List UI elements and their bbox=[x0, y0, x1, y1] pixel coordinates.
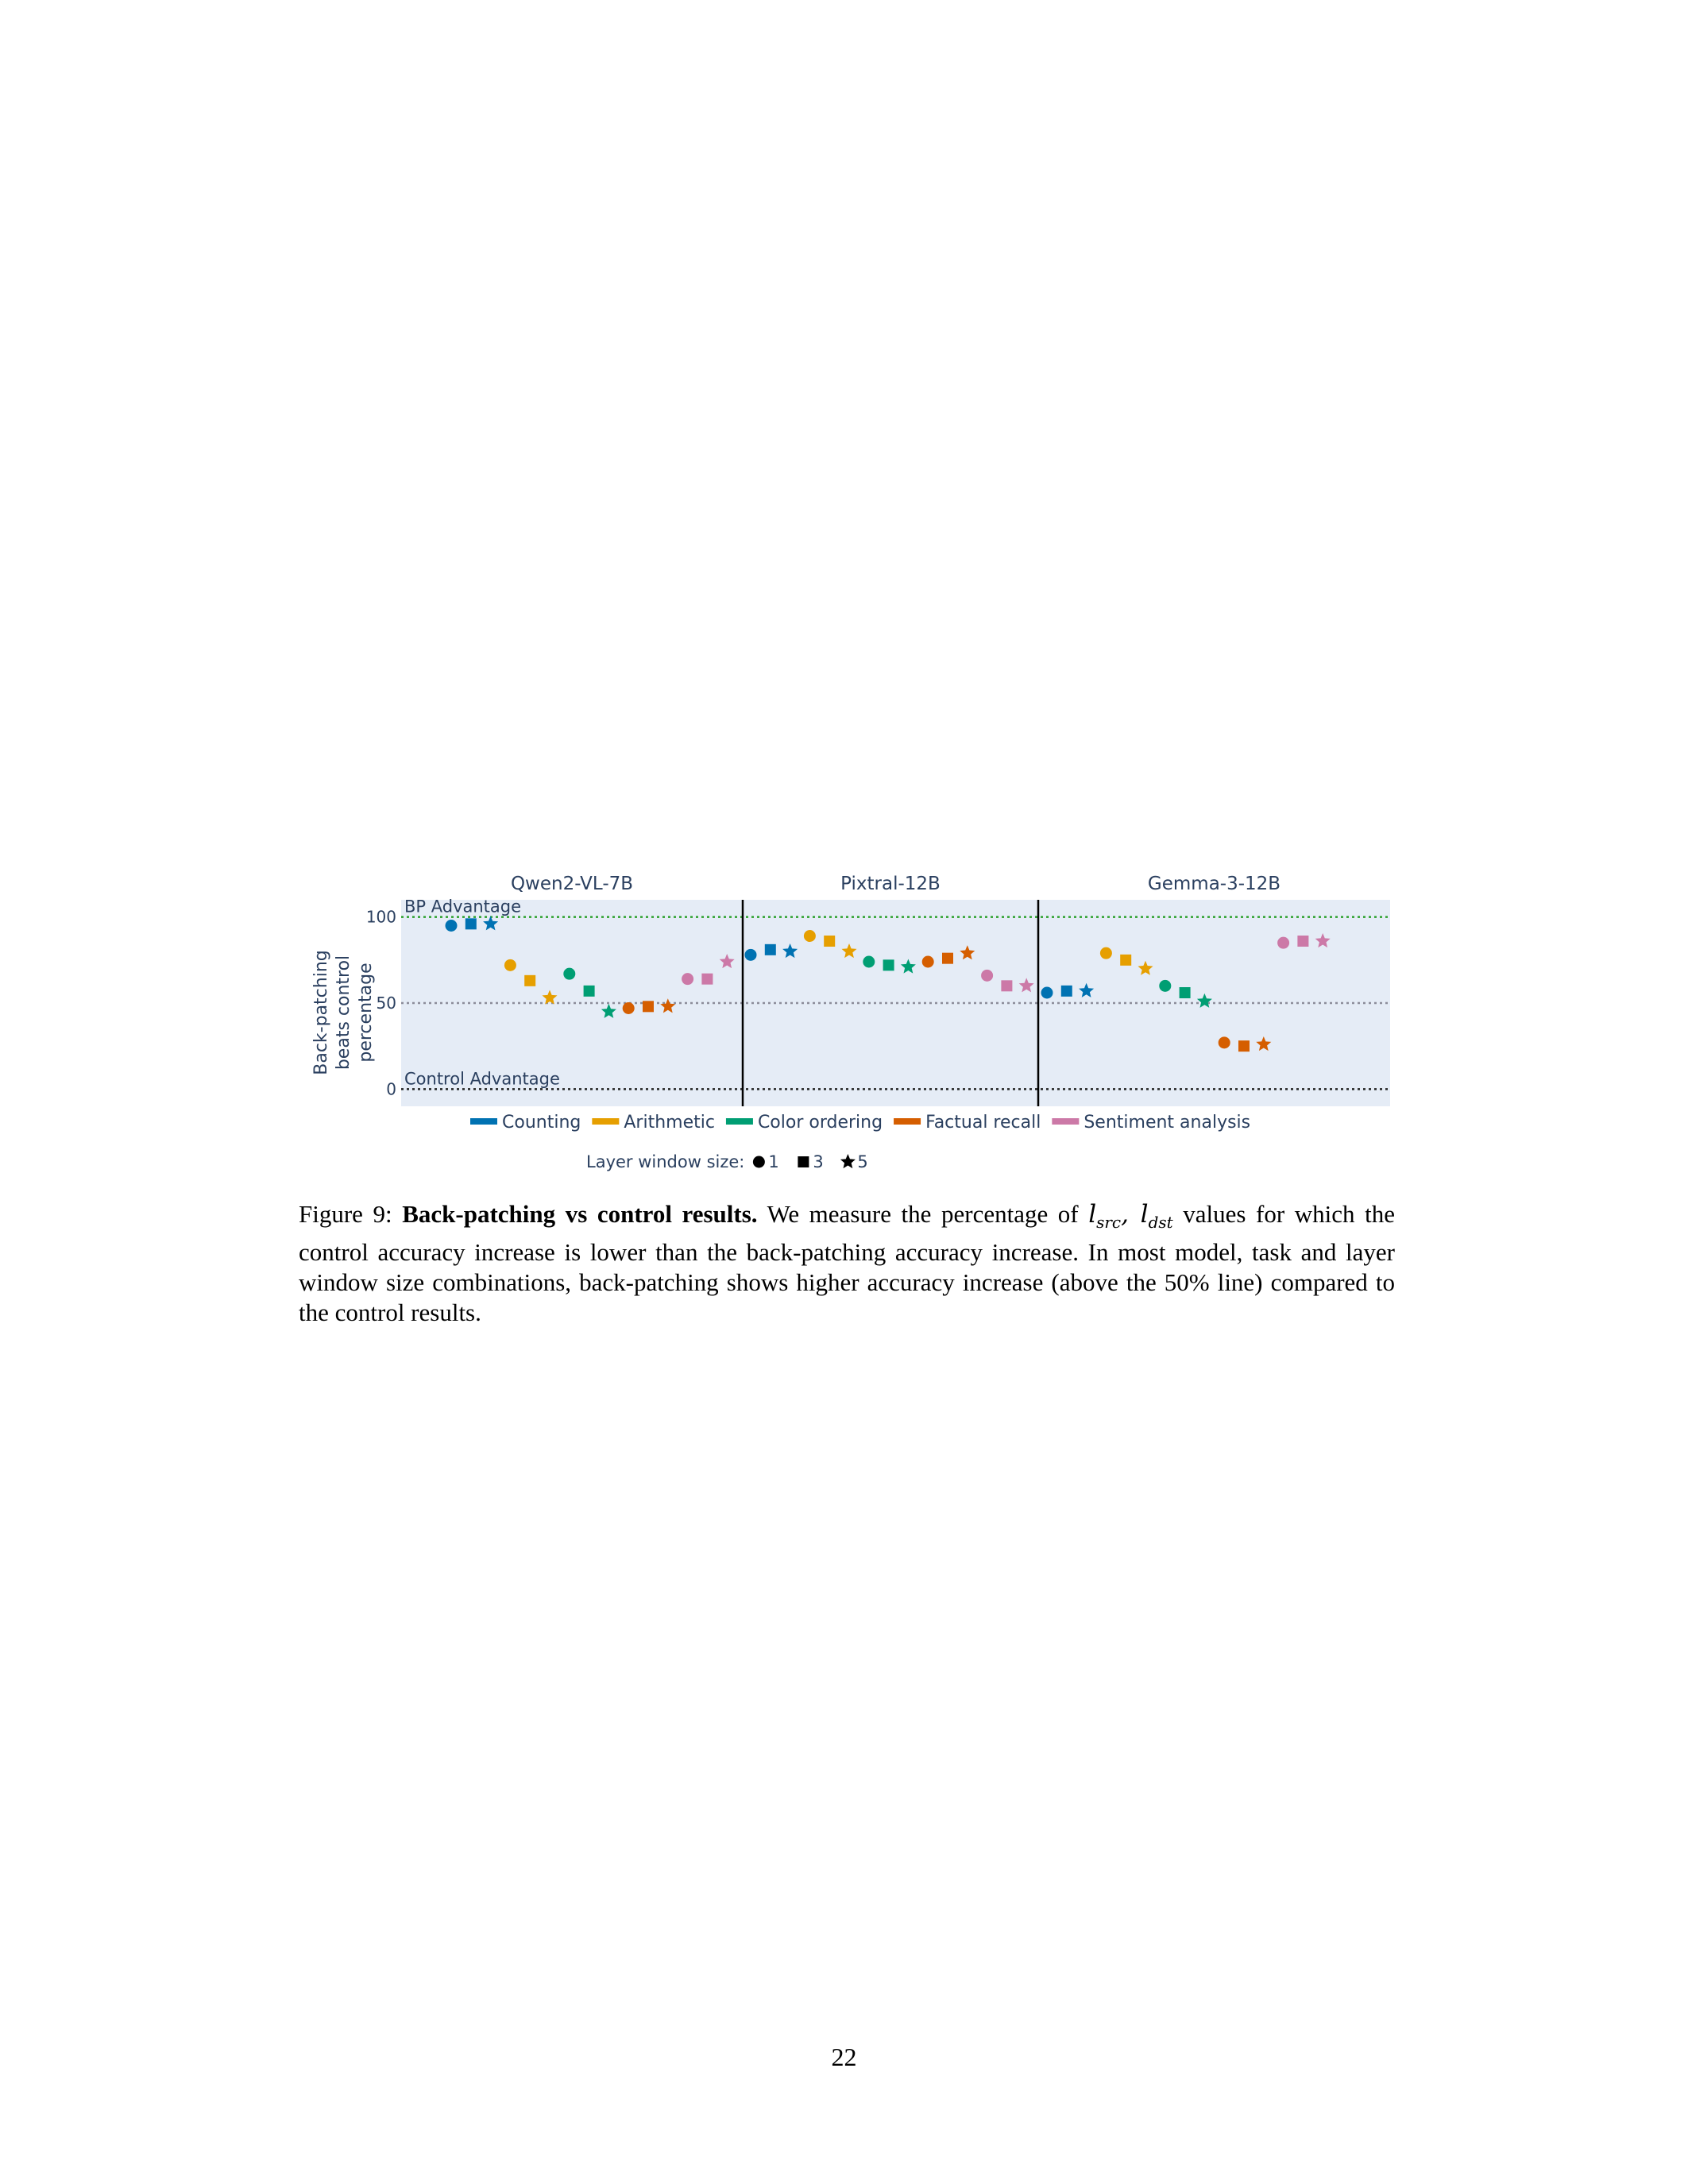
panel-title-0: Qwen2-VL-7B bbox=[510, 874, 634, 894]
legend-label: Arithmetic bbox=[624, 1113, 715, 1133]
data-point-arithmetic bbox=[524, 975, 535, 986]
data-point-factual-recall bbox=[643, 1001, 654, 1012]
data-point-color-ordering bbox=[1159, 980, 1171, 992]
caption-label: Figure 9: bbox=[299, 1200, 392, 1228]
caption-text-1: We measure the percentage of bbox=[767, 1200, 1079, 1228]
marker-legend-symbol bbox=[798, 1156, 809, 1167]
data-point-sentiment-analysis bbox=[1001, 980, 1012, 991]
data-point-color-ordering bbox=[563, 968, 575, 980]
data-point-counting bbox=[1041, 987, 1053, 999]
math-sub-dst: dst bbox=[1148, 1213, 1173, 1233]
data-point-counting bbox=[765, 944, 776, 955]
legend-swatch bbox=[894, 1118, 921, 1125]
marker-legend-symbol bbox=[840, 1154, 856, 1168]
caption-math bbox=[1088, 1200, 1173, 1233]
data-point-color-ordering bbox=[584, 986, 595, 997]
data-point-sentiment-analysis bbox=[1277, 937, 1289, 949]
legend-label: Counting bbox=[502, 1113, 581, 1133]
data-point-factual-recall bbox=[1238, 1040, 1250, 1051]
data-point-counting bbox=[1061, 986, 1072, 997]
math-var-src: l bbox=[1088, 1200, 1097, 1229]
panel-title-2: Gemma-3-12B bbox=[1147, 874, 1281, 894]
data-point-arithmetic bbox=[824, 936, 835, 947]
y-axis-label-line: Back-patching bbox=[311, 950, 331, 1075]
legend-swatch bbox=[470, 1118, 497, 1125]
data-point-arithmetic bbox=[1100, 947, 1112, 959]
legend-swatch bbox=[726, 1118, 753, 1125]
legend-label: Factual recall bbox=[925, 1113, 1041, 1133]
figure-caption bbox=[299, 1199, 1395, 1328]
y-axis-label-line: beats control bbox=[334, 955, 353, 1071]
data-point-sentiment-analysis bbox=[981, 970, 993, 982]
reference-label-0: Control Advantage bbox=[404, 1069, 560, 1089]
caption-title: Back-patching vs control results. bbox=[402, 1200, 758, 1228]
figure-9 bbox=[294, 862, 1398, 1179]
marker-legend-title: Layer window size: bbox=[586, 1152, 745, 1171]
page-number: 22 bbox=[831, 2043, 857, 2071]
data-point-factual-recall bbox=[1219, 1036, 1230, 1048]
y-axis-label-line: percentage bbox=[356, 963, 376, 1063]
data-point-color-ordering bbox=[883, 959, 894, 970]
data-point-arithmetic bbox=[1120, 955, 1131, 966]
data-point-counting bbox=[446, 920, 458, 932]
marker-legend-label: 3 bbox=[813, 1152, 824, 1171]
y-tick-label: 100 bbox=[365, 907, 396, 927]
legend-swatch bbox=[1052, 1118, 1079, 1125]
data-point-arithmetic bbox=[504, 959, 516, 971]
legend-swatch bbox=[592, 1118, 619, 1125]
math-separator: , bbox=[1121, 1200, 1141, 1229]
legend-label: Color ordering bbox=[757, 1113, 883, 1133]
marker-legend-label: 1 bbox=[768, 1152, 779, 1171]
reference-label-100: BP Advantage bbox=[404, 897, 522, 916]
data-point-counting bbox=[745, 949, 757, 961]
data-point-sentiment-analysis bbox=[1297, 936, 1308, 947]
data-point-color-ordering bbox=[863, 956, 875, 968]
y-tick-label: 0 bbox=[386, 1079, 396, 1099]
data-point-arithmetic bbox=[804, 930, 816, 942]
marker-legend-label: 5 bbox=[857, 1152, 868, 1171]
data-point-sentiment-analysis bbox=[682, 973, 693, 985]
scatter-chart bbox=[294, 862, 1398, 1179]
math-sub-src: src bbox=[1096, 1213, 1122, 1233]
legend-label: Sentiment analysis bbox=[1083, 1113, 1251, 1133]
data-point-factual-recall bbox=[623, 1002, 635, 1014]
panel-title-1: Pixtral-12B bbox=[840, 874, 941, 894]
data-point-factual-recall bbox=[942, 953, 953, 964]
data-point-counting bbox=[465, 918, 477, 929]
math-var-dst: l bbox=[1140, 1200, 1149, 1229]
caption-text-2: values for which the control accuracy increase is lower than the back-patching accuracy increase. In most model, task and layer window size combinations, back-patching shows higher accuracy increase (above the 50% line) compared to the control results. bbox=[299, 1200, 1395, 1327]
data-point-sentiment-analysis bbox=[701, 974, 713, 985]
y-tick-label: 50 bbox=[376, 994, 396, 1013]
data-point-factual-recall bbox=[922, 956, 934, 968]
marker-legend-symbol bbox=[753, 1156, 765, 1168]
data-point-color-ordering bbox=[1180, 987, 1191, 998]
